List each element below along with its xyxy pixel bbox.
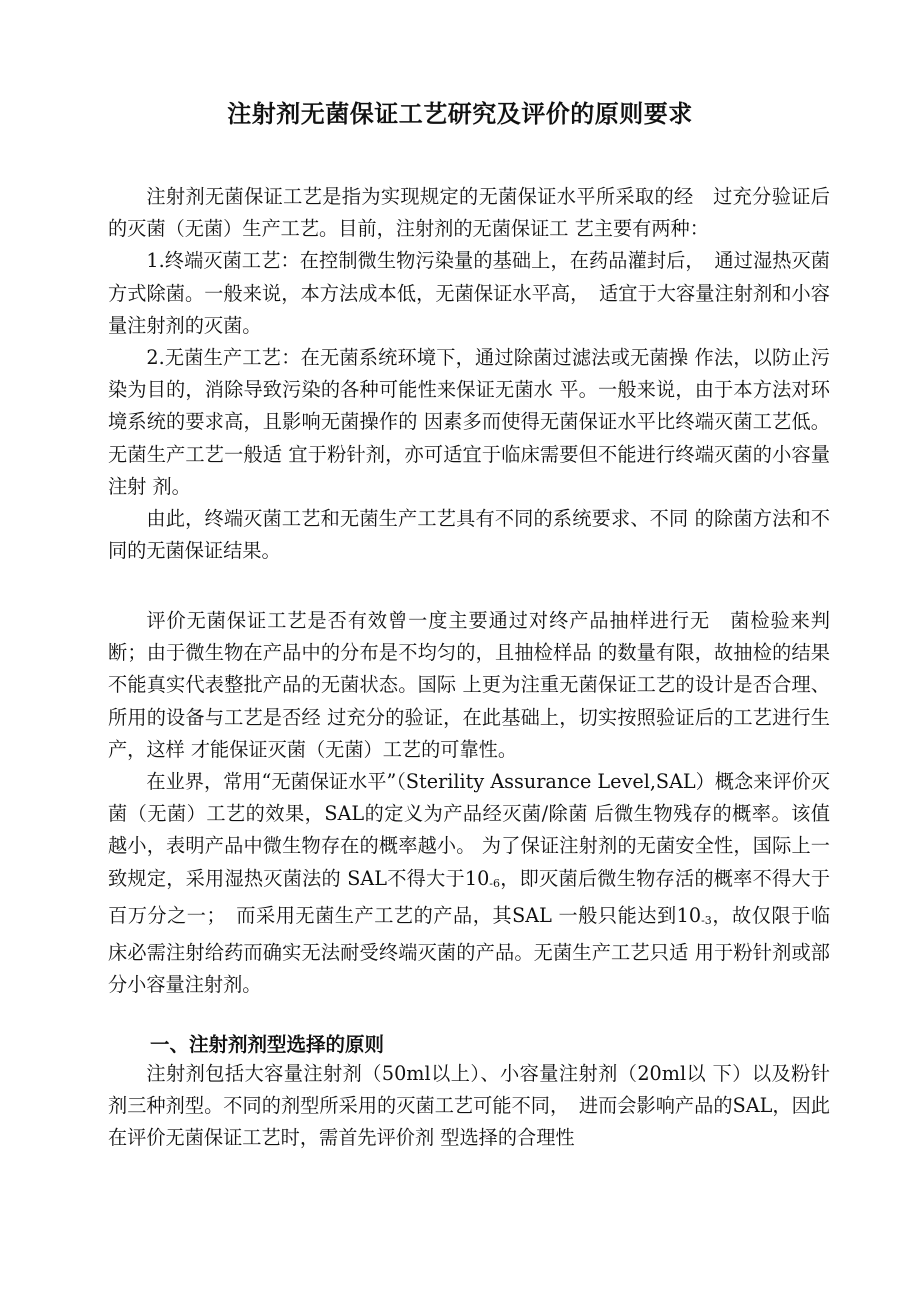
text-run: ，故仅限于临 床必需注射给药而确实无法耐受终端灭菌的产品。无菌生产工艺只适 用于粉针剂或部分小容量注射剂。 <box>108 903 831 997</box>
paragraph: 评价无菌保证工艺是否有效曾一度主要通过对终产品抽样进行无 菌检验来判断；由于微生物在产品中的分布是不均匀的，且抽检样品 的数量有限，故抽检的结果不能真实代表整批产品的无菌状态。国际 上更为注重无菌保证工艺的设计是否合理、所用的设备与工艺是否经 过充分的验证，在此基础上，切实按照验证后的工艺进行生产，这样 才能保证灭菌（无菌）工艺的可靠性。 <box>108 609 830 761</box>
dosage-form-section <box>108 1058 830 1155</box>
paragraph: 注射剂无菌保证工艺是指为实现规定的无菌保证水平所采取的经 过充分验证后的灭菌（无菌）生产工艺。目前，注射剂的无菌保证工 艺主要有两种： <box>108 185 830 241</box>
section-heading: 一、注射剂剂型选择的原则 <box>150 1033 385 1056</box>
paragraph <box>108 766 830 1001</box>
text-run: ，即灭菌后微生物存活的概率不得大于百万分之一； 而采用无菌生产工艺的产品，其SAL 一般只能达到10 <box>108 866 831 927</box>
paragraph: 注射剂包括大容量注射剂（50ml以上）、小容量注射剂（20ml以 下）以及粉针剂三种剂型。不同的剂型所采用的灭菌工艺可能不同， 进而会影响产品的SAL，因此在评价无菌保证工艺时，需首先评价剂 型选择的合理性 <box>108 1062 830 1150</box>
exponent: -3 <box>701 913 712 927</box>
text-run: 在业界，常用“无菌保证水平”（Sterility Assurance Level,SAL）概念来评价灭菌（无菌）工艺的效果，SAL的定义为产品经灭菌/除菌 后微生物残存的概率。该值越小，表明产品中微生物存在的概率越小。 为了保证注射剂的无菌安全性，国际上一致规定，采用湿热灭菌法的 SAL不得大于10 <box>108 770 830 890</box>
document-title: 注射剂无菌保证工艺研究及评价的原则要求 <box>227 99 693 128</box>
paragraph: 1.终端灭菌工艺：在控制微生物污染量的基础上，在药品灌封后， 通过湿热灭菌方式除菌。一般来说，本方法成本低，无菌保证水平高， 适宜于大容量注射剂和小容量注射剂的灭菌。 <box>108 249 830 337</box>
paragraph: 由此，终端灭菌工艺和无菌生产工艺具有不同的系统要求、不同 的除菌方法和不同的无菌保证结果。 <box>108 507 830 563</box>
paragraph: 2.无菌生产工艺：在无菌系统环境下，通过除菌过滤法或无菌操 作法，以防止污染为目的，消除导致污染的各种可能性来保证无菌水 平。一般来说，由于本方法对环境系统的要求高，且影响无菌操作的 因素多而使得无菌保证水平比终端灭菌工艺低。无菌生产工艺一般适 宜于粉针剂，亦可适宜于临床需要但不能进行终端灭菌的小容量注射 剂。 <box>108 346 830 498</box>
intro-section <box>108 181 830 567</box>
exponent: -6 <box>489 876 501 890</box>
evaluation-section <box>108 605 830 1001</box>
